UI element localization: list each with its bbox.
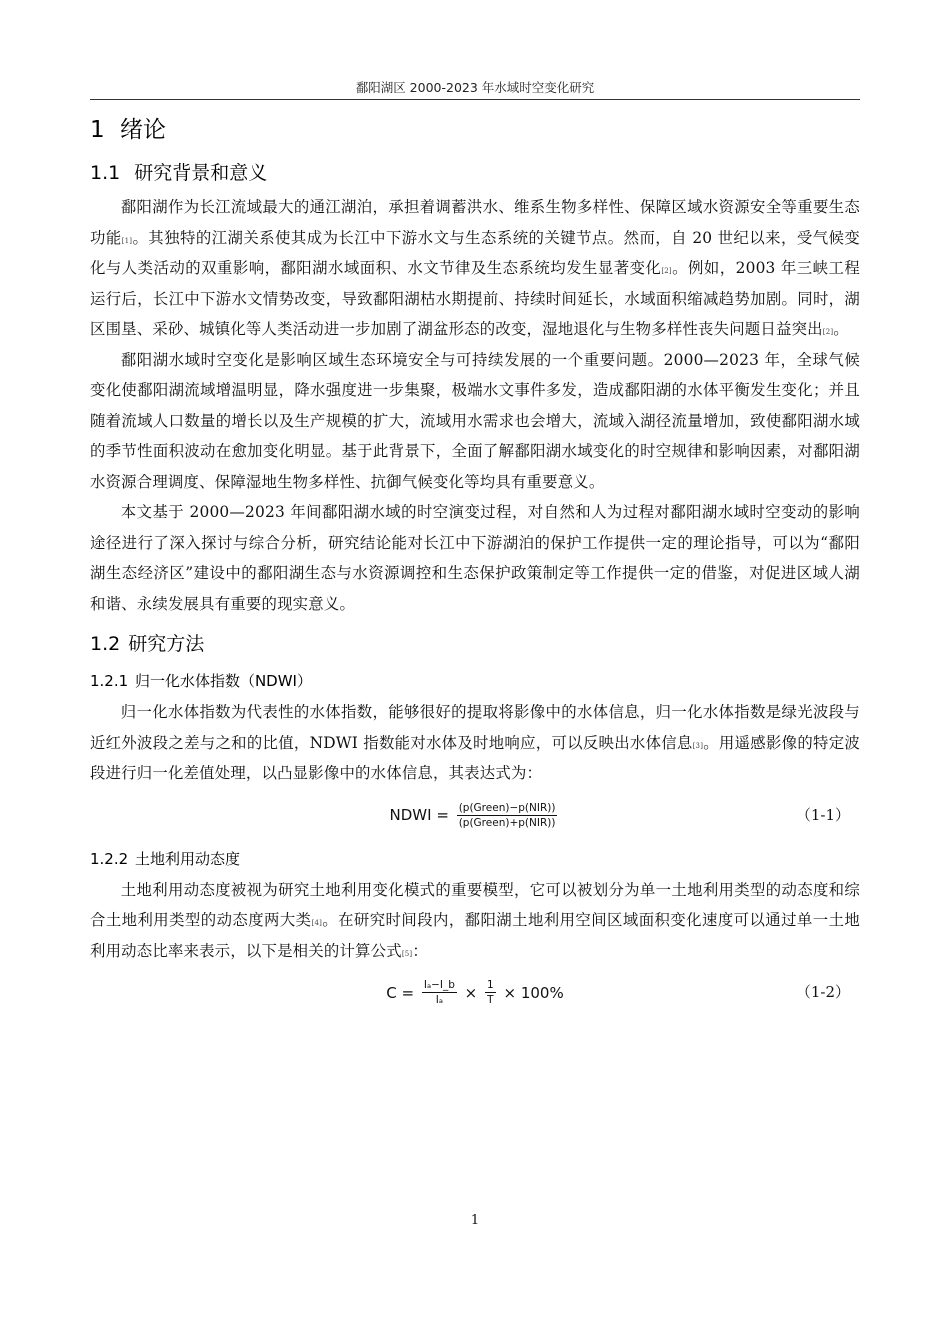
header-rule [90,99,860,100]
fraction-numerator: Iₐ−I_b [423,979,455,991]
subsection-title: 归一化水体指数（NDWI） [134,672,312,690]
citation-ref: [2] [661,267,672,275]
paragraph-background-3: 本文基于 2000—2023 年间鄱阳湖水域的时空演变过程，对自然和人为过程对鄱阳湖水域时空变动的影响途径进行了深入探讨与综合分析，研究结论能对长江中下游湖泊的保护工作提供一定的理论指导，可以为“鄱阳湖生态经济区”建设中的鄱阳湖生态与水资源调控和生态保护政策制定等工作提供一定的借鉴，对促进区域人湖和谐、永续发展具有重要的现实意义。 [90,503,860,613]
text-run: 。在研究时间段内，鄱阳湖土地利用空间区域面积变化速度可以通过单一土地利用动态比率来表示，以下是相关的计算公式 [90,911,860,960]
equation-number: （1-1） [795,805,850,824]
citation-ref: [2] [822,328,834,336]
equation-fraction [485,978,496,1007]
equation-lhs: NDWI = [389,806,449,824]
fraction-numerator: (p(Green)−p(NIR)) [458,801,556,814]
page-number: 1 [470,1213,480,1228]
fraction-denominator: Iₐ [435,994,443,1006]
citation-ref: [1] [121,236,133,245]
section-number: 1.1 [90,162,121,184]
equation-fraction [457,801,558,830]
text-run: 归一化水体指数为代表性的水体指数，能够很好的提取将影像中的水体信息，归一化水体指数是绿光波段与近红外波段之差与之和的比值，NDWI 指数能对水体及时地响应，可以反映出水体信息 [90,703,860,752]
section-title: 研究背景和意义 [134,162,268,184]
text-run: 鄱阳湖作为长江流域最大的通江湖泊，承担着调蓄洪水、维系生物多样性、保障区域水资源安全等重要生态功能 [90,198,860,247]
running-header: 鄱阳湖区 2000-2023 年水域时空变化研究 [355,80,595,95]
equation-lhs: C = [386,983,415,1002]
citation-ref: [5] [401,949,413,958]
citation-ref: [3] [692,741,704,750]
chapter-number: 1 [90,117,105,143]
section-heading-1-1 [90,158,860,188]
paragraph-land-use-dynamics [90,875,860,967]
chapter-title: 绪论 [119,117,166,143]
text-run: 。例如，2003 年三峡工程运行后，长江中下游水文情势改变，导致鄱阳湖枯水期提前、持续时间延长，水域面积缩减趋势加剧。同时，湖区围垦、采砂、城镇化等人类活动进一步加剧了湖盆形态的改变，湿地退化与生物多样性丧失问题日益突出 [90,259,860,338]
paragraph-background-2: 鄱阳湖水域时空变化是影响区域生态环境安全与可持续发展的一个重要问题。2000—2023 年，全球气候变化使鄱阳湖流域增温明显，降水强度进一步集聚，极端水文事件多发，造成鄱阳湖的水体平衡发生变化；并且随着流域人口数量的增长以及生产规模的扩大，流域用水需求也会增大，流域入湖径流量增加，致使鄱阳湖水域的季节性面积波动在愈加变化明显。基于此背景下，全面了解鄱阳湖水域变化的时空规律和影响因素，对鄱阳湖水资源合理调度、保障湿地生物多样性、抗御气候变化等均具有重要意义。 [90,350,860,491]
text-run: ： [412,941,428,960]
equation-fraction [422,978,457,1007]
fraction-denominator: (p(Green)+p(NIR)) [458,816,556,829]
equation-body [90,793,860,838]
equation-1-1 [90,793,860,837]
paragraph-ndwi [90,697,860,789]
equation-number: （1-2） [795,983,850,1001]
subsection-heading-1-2-2 [90,845,860,873]
text-run: 。 [833,320,849,338]
subsection-title: 土地利用动态度 [134,849,240,868]
section-heading-1-2 [90,629,860,659]
paragraph-background-1 [90,192,860,345]
chapter-heading [90,112,860,148]
subsection-heading-1-2-1 [90,667,860,695]
citation-ref: [4] [311,919,323,927]
equation-1-2 [90,970,860,1014]
fraction-numerator: 1 [487,979,494,991]
text-run: 土地利用动态度被视为研究土地利用变化模式的重要模型，它可以被划分为单一土地利用类型的动态度和综合土地利用类型的动态度两大类 [90,880,860,929]
section-number: 1.2 [90,633,121,655]
subsection-number: 1.2.2 [90,849,129,868]
equation-body [90,970,860,1015]
fraction-denominator: T [487,994,494,1006]
subsection-number: 1.2.1 [90,672,129,690]
text-run: 。用遥感影像的特定波段进行归一化差值处理，以凸显影像中的水体信息，其表达式为： [90,733,860,782]
page-content [90,112,860,1022]
text-run: 。其独特的江湖关系使其成为长江中下游水文与生态系统的关键节点。然而，自 20 世纪以来，受气候变化与人类活动的双重影响，鄱阳湖水域面积、水文节律及生态系统均发生显著变化 [90,228,860,277]
times-operator: × [464,983,478,1002]
section-title: 研究方法 [128,633,205,655]
equation-tail: × 100% [503,983,564,1002]
